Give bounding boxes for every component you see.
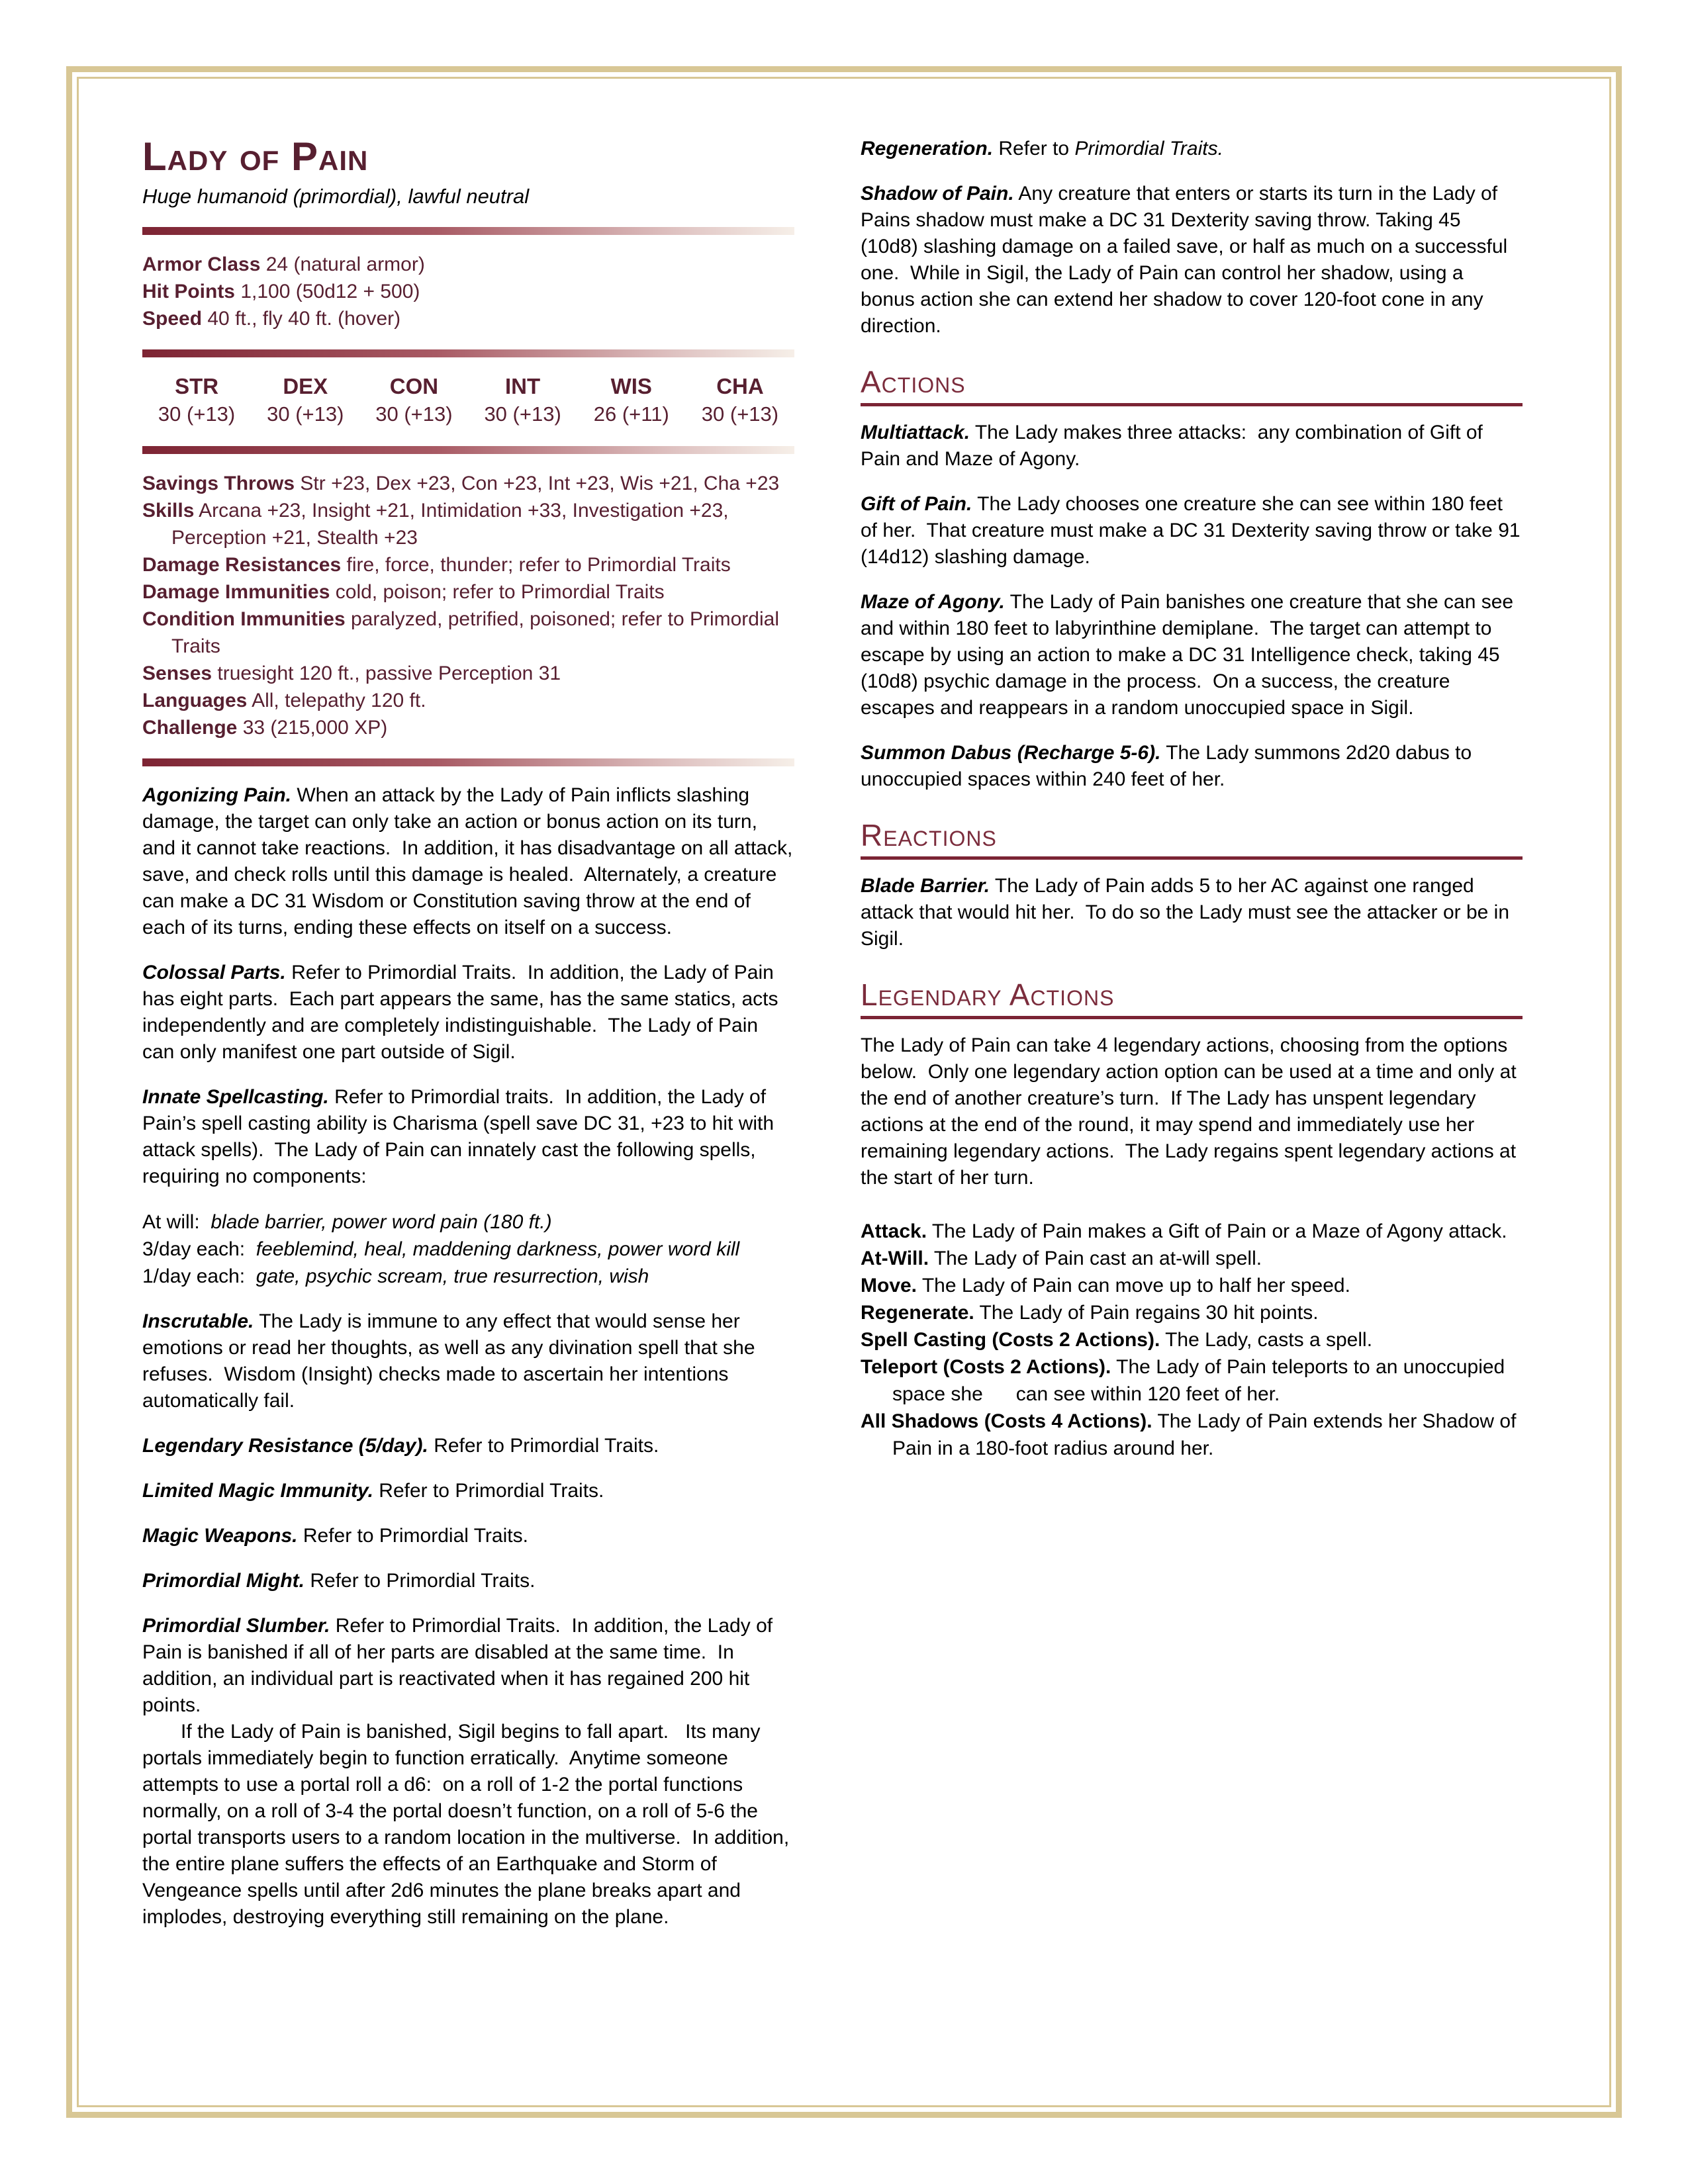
ability-score: 30 (+13) [484, 402, 561, 426]
hit-points-row [142, 278, 794, 305]
trait-text-italic: Primordial Traits. [1074, 138, 1223, 159]
action-name: Summon Dabus (Recharge 5-6). [861, 742, 1161, 764]
spell-frequency: At will: [142, 1211, 200, 1233]
trait-shadow-of-pain [861, 181, 1523, 340]
saving-throws-value: Str +23, Dex +23, Con +23, Int +23, Wis +21, Cha +23 [300, 473, 780, 494]
trait-primordial-slumber-continued [142, 1719, 794, 1931]
ability-con [359, 373, 468, 429]
reactions-header: Reactions [861, 818, 1523, 860]
trait-text: Refer to Primordial Traits. [379, 1480, 604, 1502]
legendary-action-name: Move. [861, 1275, 917, 1297]
damage-immunities-label: Damage Immunities [142, 581, 330, 603]
damage-resistances-row [142, 551, 794, 578]
action-multiattack [861, 420, 1523, 473]
spell-names: blade barrier, power word pain (180 ft.) [211, 1211, 552, 1233]
ability-name: CON [389, 374, 439, 398]
condition-immunities-value: paralyzed, petrified, poisoned; refer to Primordial Traits [171, 608, 784, 657]
trait-text: The Lady is immune to any effect that would sense her emotions or read her thoughts, as well as any divination spell that she refuses. Wisdom (Insight) checks made to ascertain her intentions automatically fail. [142, 1310, 761, 1412]
trait-name: Primordial Might. [142, 1570, 305, 1592]
damage-resistances-label: Damage Resistances [142, 554, 342, 576]
trait-text: Refer to Primordial Traits. [303, 1525, 528, 1547]
action-summon-dabus [861, 740, 1523, 793]
legendary-regenerate [861, 1299, 1523, 1326]
trait-text: Refer to Primordial Traits. In addition, the Lady of Pain is banished if all of her parts are disabled at the same time. In addition, an individual part is reactivated when it has regained 200 hit points. [142, 1615, 778, 1716]
trait-legendary-resistance [142, 1433, 794, 1459]
skills-value: Arcana +23, Insight +21, Intimidation +33, Investigation +23, Perception +21, Stealth +23 [171, 500, 734, 549]
challenge-value: 33 (215,000 XP) [242, 717, 388, 739]
ability-dex [251, 373, 359, 429]
innate-spell-list [142, 1208, 794, 1290]
legendary-action-name: All Shadows (Costs 4 Actions). [861, 1410, 1152, 1432]
skills-row [142, 497, 794, 551]
trait-name: Magic Weapons. [142, 1525, 298, 1547]
legendary-action-name: At-Will. [861, 1248, 929, 1269]
legendary-action-name: Regenerate. [861, 1302, 974, 1324]
legendary-intro-text: The Lady of Pain can take 4 legendary actions, choosing from the options below. Only one legendary action option can be used at a time and only at the end of another creature’s turn. If The Lady has unspent legendary actions at the end of the round, it may spend and immediately use her remaining legendary actions. The Lady regains spent legendary actions at the start of her turn. [861, 1034, 1523, 1189]
armor-class-label: Armor Class [142, 253, 261, 275]
legendary-action-text: The Lady of Pain makes a Gift of Pain or a Maze of Agony attack. [931, 1220, 1507, 1242]
legendary-teleport [861, 1353, 1523, 1408]
ability-wis [577, 373, 686, 429]
trait-primordial-might [142, 1568, 794, 1594]
action-name: Multiattack. [861, 422, 970, 443]
reaction-name: Blade Barrier. [861, 875, 990, 897]
languages-row [142, 687, 794, 714]
trait-text: Any creature that enters or starts its turn in the Lady of Pains shadow must make a DC 31 Dexterity saving throw. Taking 45 (10d8) slashing damage on a failed save, or half as much on a successful one. While in Sigil, the Lady of Pain can control her shadow, using a bonus action she can extend her shadow to cover 120-foot cone in any direction. [861, 183, 1513, 337]
trait-text: When an attack by the Lady of Pain inflicts slashing damage, the target can only take an action or bonus action on its turn, and it cannot take reactions. In addition, it has disadvantage on all attack, save, and check rolls until this damage is healed. Alternately, a creature can make a DC 31 Wisdom or Constitution saving throw at the end of each of its turns, ending these effects on itself on a success. [142, 784, 798, 938]
condition-immunities-label: Condition Immunities [142, 608, 346, 630]
legendary-all-shadows [861, 1408, 1523, 1462]
spell-names: feeblemind, heal, maddening darkness, power word kill [256, 1238, 740, 1260]
trait-name: Limited Magic Immunity. [142, 1480, 373, 1502]
spell-frequency: 1/day each: [142, 1265, 246, 1287]
action-text: The Lady makes three attacks: any combination of Gift of Pain and Maze of Agony. [861, 422, 1489, 470]
condition-immunities-row [142, 606, 794, 660]
legendary-spell-casting [861, 1326, 1523, 1353]
damage-immunities-row [142, 578, 794, 606]
trait-magic-weapons [142, 1523, 794, 1549]
trait-text: Refer to Primordial traits. In addition, the Lady of Pain’s spell casting ability is Charisma (spell save DC 31, +23 to hit with attack spells). The Lady of Pain can innately cast the following spells, requiring no components: [142, 1086, 780, 1187]
legendary-action-text: The Lady of Pain cast an at-will spell. [933, 1248, 1262, 1269]
ability-name: CHA [716, 374, 764, 398]
divider [142, 446, 794, 454]
divider [142, 227, 794, 235]
damage-immunities-value: cold, poison; refer to Primordial Traits [335, 581, 665, 603]
legendary-actions-header: Legendary Actions [861, 978, 1523, 1019]
ability-score-table [142, 373, 794, 429]
trait-colossal-parts [142, 960, 794, 1066]
challenge-row [142, 714, 794, 741]
trait-text: Refer to Primordial Traits. [434, 1435, 659, 1457]
spell-line-1day [142, 1263, 794, 1290]
trait-innate-spellcasting [142, 1084, 794, 1190]
ability-score: 30 (+13) [158, 402, 236, 426]
page-title: Lady of Pain [142, 134, 369, 179]
damage-resistances-value: fire, force, thunder; refer to Primordial Traits [346, 554, 731, 576]
armor-class-value: 24 (natural armor) [265, 253, 425, 275]
ability-score: 26 (+11) [593, 402, 669, 426]
legendary-actions-intro [861, 1032, 1523, 1191]
hit-points-value: 1,100 (50d12 + 500) [240, 281, 420, 302]
trait-name: Regeneration. [861, 138, 994, 159]
ability-score: 30 (+13) [267, 402, 344, 426]
trait-regeneration [861, 136, 1523, 162]
legendary-action-name: Teleport (Costs 2 Actions). [861, 1356, 1111, 1378]
legendary-move [861, 1272, 1523, 1299]
action-name: Maze of Agony. [861, 591, 1005, 613]
skills-label: Skills [142, 500, 195, 522]
ability-int [469, 373, 577, 429]
speed-row [142, 305, 794, 332]
right-column [861, 136, 1526, 1462]
ability-name: STR [175, 374, 219, 398]
legendary-action-text: The Lady of Pain teleports to an unoccupied space she can see within 120 feet of her. [892, 1356, 1511, 1405]
legendary-action-name: Attack. [861, 1220, 927, 1242]
spell-frequency: 3/day each: [142, 1238, 246, 1260]
trait-name: Inscrutable. [142, 1310, 254, 1332]
action-maze-of-agony [861, 589, 1523, 721]
ability-score: 30 (+13) [701, 402, 779, 426]
spell-line-3day [142, 1236, 794, 1263]
trait-inscrutable [142, 1308, 794, 1414]
reaction-blade-barrier [861, 873, 1523, 952]
trait-text: Refer to Primordial Traits. In addition, the Lady of Pain has eight parts. Each part appears the same, has the same statics, acts independently and are completely indistinguishable. The Lady of Pain can only manifest one part outside of Sigil. [142, 962, 784, 1063]
saving-throws-label: Savings Throws [142, 473, 295, 494]
legendary-action-text: The Lady, casts a spell. [1165, 1329, 1373, 1351]
armor-class-row [142, 251, 794, 278]
trait-text: If the Lady of Pain is banished, Sigil begins to fall apart. Its many portals immediately begin to function erratically. Anytime someone attempts to use a portal roll a d6: on a roll of 1-2 the portal functions normally, on a roll of 3-4 the portal doesn’t function, on a roll of 5-6 the portal transports users to a random location in the multiverse. In addition, the entire plane suffers the effects of an Earthquake and Storm of Vengeance spells until after 2d6 minutes the plane breaks apart and implodes, destroying everything still remaining on the plane. [142, 1721, 795, 1928]
ability-name: WIS [610, 374, 652, 398]
ability-name: DEX [283, 374, 328, 398]
action-text: The Lady chooses one creature she can see within 180 feet of her. That creature must make a DC 31 Dexterity saving throw or take 91 (14d12) slashing damage. [861, 493, 1526, 568]
creature-type: Huge humanoid (primordial), lawful neutral [142, 185, 530, 208]
left-column [142, 134, 798, 1949]
languages-value: All, telepathy 120 ft. [252, 690, 426, 711]
trait-name: Innate Spellcasting. [142, 1086, 329, 1108]
legendary-action-text: The Lady of Pain can move up to half her speed. [921, 1275, 1350, 1297]
legendary-action-text: The Lady of Pain extends her Shadow of Pain in a 180-foot radius around her. [892, 1410, 1522, 1459]
legendary-attack [861, 1218, 1523, 1245]
legendary-at-will [861, 1245, 1523, 1272]
languages-label: Languages [142, 690, 248, 711]
trait-name: Primordial Slumber. [142, 1615, 330, 1637]
trait-primordial-slumber [142, 1613, 794, 1719]
speed-label: Speed [142, 308, 203, 330]
speed-value: 40 ft., fly 40 ft. (hover) [207, 308, 401, 330]
hit-points-label: Hit Points [142, 281, 235, 302]
trait-text: Refer to Primordial Traits. [310, 1570, 536, 1592]
senses-row [142, 660, 794, 687]
action-text: The Lady of Pain banishes one creature that she can see and within 180 feet to labyrinthine demiplane. The target can attempt to escape by using an action to make a DC 31 Intelligence check, taking 45 (10d8) psychic damage in the process. On a success, the creature escapes and reappears in a random unoccupied space in Sigil. [861, 591, 1519, 719]
trait-limited-magic-immunity [142, 1478, 794, 1504]
ability-str [142, 373, 251, 429]
trait-name: Shadow of Pain. [861, 183, 1014, 205]
action-gift-of-pain [861, 491, 1526, 570]
reaction-text: The Lady of Pain adds 5 to her AC against one ranged attack that would hit her. To do so the Lady must see the attacker or be in Sigil. [861, 875, 1515, 950]
legendary-actions-list [861, 1218, 1523, 1462]
actions-header: Actions [861, 365, 1523, 406]
trait-agonizing-pain [142, 782, 798, 941]
challenge-label: Challenge [142, 717, 238, 739]
ability-name: INT [505, 374, 541, 398]
trait-name: Legendary Resistance (5/day). [142, 1435, 428, 1457]
senses-value: truesight 120 ft., passive Perception 31 [217, 662, 561, 684]
legendary-action-text: The Lady of Pain regains 30 hit points. [979, 1302, 1319, 1324]
spell-line-at-will [142, 1208, 794, 1236]
ability-cha [686, 373, 794, 429]
trait-text: Refer to [998, 138, 1070, 159]
legendary-action-name: Spell Casting (Costs 2 Actions). [861, 1329, 1160, 1351]
ability-score: 30 (+13) [375, 402, 453, 426]
senses-label: Senses [142, 662, 212, 684]
trait-name: Colossal Parts. [142, 962, 286, 983]
divider [142, 349, 794, 357]
divider [142, 758, 794, 766]
spell-names: gate, psychic scream, true resurrection, wish [256, 1265, 649, 1287]
action-name: Gift of Pain. [861, 493, 972, 515]
saving-throws-row [142, 470, 794, 497]
trait-name: Agonizing Pain. [142, 784, 291, 806]
action-text: The Lady summons 2d20 dabus to unoccupied spaces within 240 feet of her. [861, 742, 1477, 790]
